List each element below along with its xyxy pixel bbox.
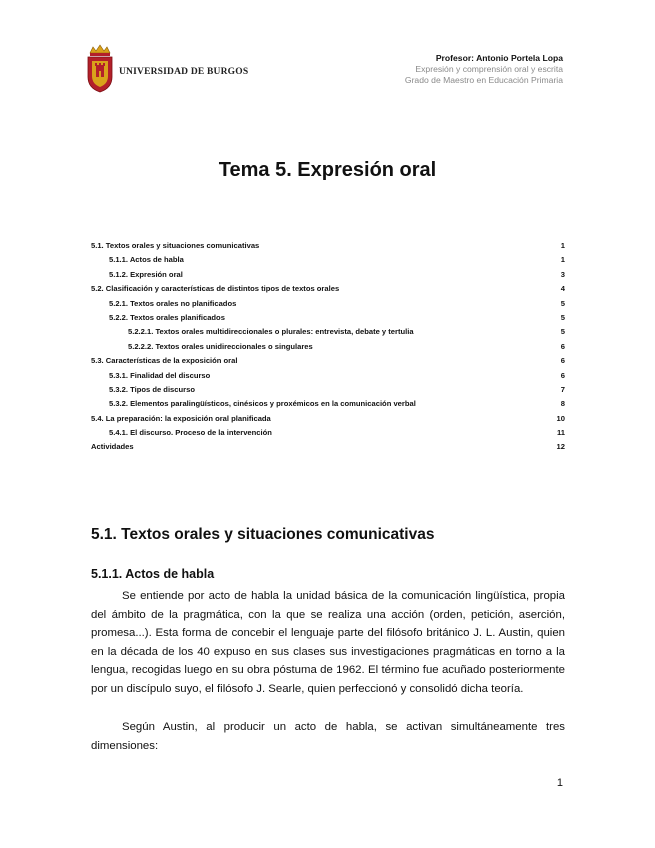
university-name: UNIVERSIDAD DE BURGOS bbox=[119, 67, 249, 77]
toc-entry-text: 5.3.2. Elementos paralingüísticos, cinésicos y proxémicos en la comunicación verbal bbox=[109, 399, 416, 409]
toc-entry[interactable] bbox=[91, 311, 565, 325]
page-number: 1 bbox=[556, 777, 563, 789]
toc-entry-page: 3 bbox=[560, 269, 565, 279]
toc-entry[interactable] bbox=[91, 397, 565, 411]
body-paragraph: Según Austin, al producir un acto de habla, se activan simultáneamente tres dimensiones: bbox=[91, 721, 565, 752]
toc-entry-page: 12 bbox=[556, 442, 565, 452]
toc-entry-page: 4 bbox=[560, 284, 565, 294]
page-title: Tema 5. Expresión oral bbox=[218, 159, 437, 181]
toc-entry[interactable] bbox=[91, 354, 565, 368]
course-name: Expresión y comprensión oral y escrita bbox=[415, 64, 563, 74]
toc-entry-page: 8 bbox=[560, 399, 565, 409]
toc-entry-text: 5.2.2. Textos orales planificados bbox=[109, 312, 225, 322]
toc-entry[interactable] bbox=[91, 369, 565, 383]
toc-entry[interactable] bbox=[91, 440, 565, 454]
toc-entry[interactable] bbox=[91, 426, 565, 440]
toc-entry-text: 5.2.2.2. Textos orales unidireccionales o singulares bbox=[128, 341, 313, 351]
subsection-heading: 5.1.1. Actos de habla bbox=[91, 567, 215, 581]
university-crest-icon bbox=[85, 44, 115, 94]
toc-entry-page: 1 bbox=[560, 241, 565, 250]
toc-entry-page: 6 bbox=[560, 370, 565, 380]
toc-entry[interactable] bbox=[91, 297, 565, 311]
section-heading: 5.1. Textos orales y situaciones comunicativas bbox=[91, 526, 435, 543]
toc-entry-page: 5 bbox=[560, 327, 565, 337]
toc-entry[interactable] bbox=[91, 340, 565, 354]
toc-entry-text: 5.1. Textos orales y situaciones comunicativas bbox=[91, 241, 260, 250]
toc-entry[interactable] bbox=[91, 282, 565, 296]
toc-entry[interactable] bbox=[91, 412, 565, 426]
toc-entry-page: 1 bbox=[560, 255, 565, 265]
toc-entry-text: 5.3. Características de la exposición oral bbox=[91, 356, 238, 366]
toc-entry[interactable] bbox=[91, 325, 565, 339]
toc-entry-text: 5.2. Clasificación y características de distintos tipos de textos orales bbox=[91, 284, 340, 294]
toc-entry[interactable] bbox=[91, 383, 565, 397]
toc-entry-text: 5.4. La preparación: la exposición oral planificada bbox=[91, 413, 271, 423]
toc-entry-text: 5.3.2. Tipos de discurso bbox=[109, 384, 195, 394]
toc-entry-page: 6 bbox=[560, 341, 565, 351]
toc-entry-text: Actividades bbox=[91, 442, 134, 452]
degree-name: Grado de Maestro en Educación Primaria bbox=[404, 75, 563, 85]
toc-entry[interactable] bbox=[91, 253, 565, 267]
toc-entry-text: 5.1.1. Actos de habla bbox=[109, 255, 184, 265]
toc-entry[interactable] bbox=[91, 268, 565, 282]
toc-entry-page: 5 bbox=[560, 298, 565, 308]
toc-entry-text: 5.2.1. Textos orales no planificados bbox=[109, 298, 237, 308]
toc-entry-page: 6 bbox=[560, 356, 565, 366]
toc-entry-page: 7 bbox=[560, 384, 565, 394]
body-paragraph: Se entiende por acto de habla la unidad básica de la comunicación lingüística, propia del ámbito de la pragmática, con la que se realiza una acción (orden, petición, aserción, promesa...). Esta forma de concebir el lenguaje parte del filósofo británico J. L. Austin, quien en la década de los 40 expuso en sus clases sus investigaciones pragmáticas en torno a la lengua, recogidas luego en su obra póstuma de 1962. El término fue acuñado posteriormente por un discípulo suyo, el filósofo J. Searle, quien perfeccionó y consolidó dicha teoría. bbox=[91, 590, 565, 695]
toc-entry-text: 5.4.1. El discurso. Proceso de la intervención bbox=[109, 428, 272, 438]
table-of-contents bbox=[91, 239, 565, 455]
toc-entry-text: 5.1.2. Expresión oral bbox=[109, 269, 183, 279]
header-info bbox=[405, 53, 563, 86]
toc-entry[interactable] bbox=[91, 239, 565, 253]
professor-name: Profesor: Antonio Portela Lopa bbox=[435, 53, 563, 63]
toc-entry-text: 5.2.2.1. Textos orales multidireccionales o plurales: entrevista, debate y tertulia bbox=[128, 327, 414, 337]
toc-entry-page: 10 bbox=[556, 413, 565, 423]
toc-entry-text: 5.3.1. Finalidad del discurso bbox=[109, 370, 211, 380]
toc-entry-page: 5 bbox=[560, 312, 565, 322]
toc-entry-page: 11 bbox=[556, 428, 565, 438]
university-logo bbox=[85, 44, 248, 94]
